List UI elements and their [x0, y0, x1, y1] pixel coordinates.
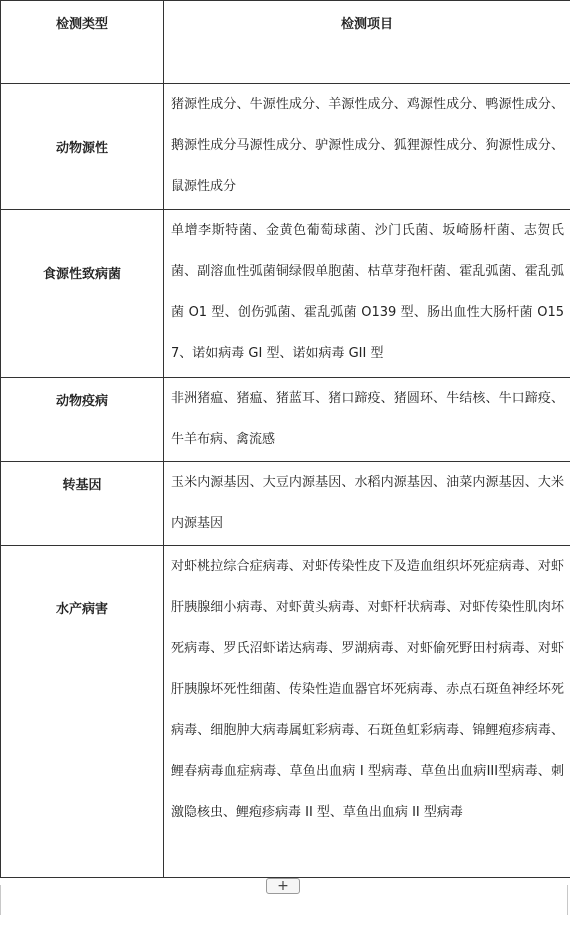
type-cell[interactable]	[1, 462, 164, 546]
table-row	[1, 84, 570, 210]
type-cell[interactable]	[1, 546, 164, 878]
items-cell[interactable]	[164, 546, 570, 878]
items-cell[interactable]	[164, 378, 570, 462]
table-row	[1, 378, 570, 462]
page-corner-right	[557, 885, 568, 915]
table-header-row	[1, 1, 570, 84]
type-label: 转基因	[62, 478, 102, 493]
items-text: 猪源性成分、牛源性成分、羊源性成分、鸡源性成分、鸭源性成分、鹅源性成分马源性成分、驴源性成分、狐狸源性成分、狗源性成分、鼠源性成分	[171, 97, 564, 194]
items-cell[interactable]	[164, 84, 570, 210]
type-label: 动物源性	[55, 141, 108, 156]
items-cell[interactable]	[164, 210, 570, 378]
type-label: 水产病害	[55, 602, 108, 617]
table-row	[1, 546, 570, 878]
type-cell[interactable]	[1, 378, 164, 462]
table-row	[1, 210, 570, 378]
type-cell[interactable]	[1, 210, 164, 378]
type-label: 动物疫病	[55, 394, 108, 409]
header-items-label: 检测项目	[340, 17, 393, 32]
table-row	[1, 462, 570, 546]
type-cell[interactable]	[1, 84, 164, 210]
items-text: 单增李斯特菌、金黄色葡萄球菌、沙门氏菌、坂崎肠杆菌、志贺氏菌、副溶血性弧菌铜绿假单胞菌、枯草芽孢杆菌、霍乱弧菌、霍乱弧菌 O1 型、创伤弧菌、霍乱弧菌 O139 型、肠出血性大肠杆菌 O157、诺如病毒 GI 型、诺如病毒 GII 型	[171, 223, 564, 361]
items-cell[interactable]	[164, 462, 570, 546]
items-text: 玉米内源基因、大豆内源基因、水稻内源基因、油菜内源基因、大米内源基因	[171, 475, 564, 531]
add-row-button[interactable]: +	[266, 878, 300, 894]
header-items-cell[interactable]	[164, 1, 570, 84]
header-type-cell[interactable]	[1, 1, 164, 84]
items-text: 非洲猪瘟、猪瘟、猪蓝耳、猪口蹄疫、猪圆环、牛结核、牛口蹄疫、牛羊布病、禽流感	[171, 391, 564, 447]
type-label: 食源性致病菌	[42, 267, 121, 282]
page-corner-left	[0, 885, 11, 915]
items-text: 对虾桃拉综合症病毒、对虾传染性皮下及造血组织坏死症病毒、对虾肝胰腺细小病毒、对虾黄头病毒、对虾杆状病毒、对虾传染性肌肉坏死病毒、罗氏沼虾诺达病毒、罗湖病毒、对虾偷死野田村病毒、对虾肝胰腺坏死性细菌、传染性造血器官坏死病毒、赤点石斑鱼神经坏死病毒、细胞肿大病毒属虹彩病毒、石斑鱼虹彩病毒、锦鲤疱疹病毒、鲤春病毒血症病毒、草鱼出血病 I 型病毒、草鱼出血病III型病毒、刺激隐核虫、鲤疱疹病毒 II 型、草鱼出血病 II 型病毒	[171, 559, 564, 820]
header-type-label: 检测类型	[55, 17, 108, 32]
